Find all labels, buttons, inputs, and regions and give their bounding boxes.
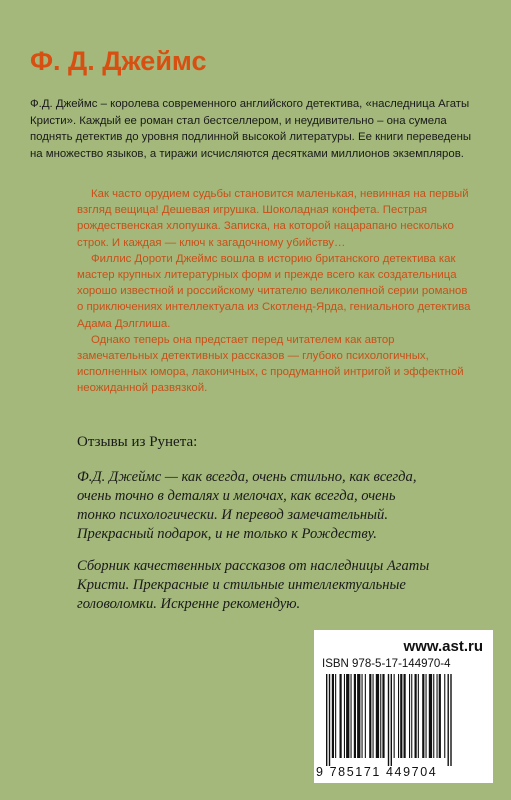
review-quote: Ф.Д. Джеймс — как всегда, очень стильно, как всегда, очень точно в деталях и мелочах, как всегда, очень тонко психологически. И перевод замечательный. Прекрасный подарок, и не только к Рождеству. — [77, 469, 417, 542]
blurb-paragraph: Как часто орудием судьбы становится маленькая, невинная на первый взгляд вещица! Дешевая игрушка. Шоколадная конфета. Пестрая рождественская хлопушка. Записка, на которой нацарапано несколько строк. И каждая — ключ к загадочному убийству… — [77, 188, 469, 249]
barcode-stripe — [398, 674, 399, 758]
blurb-paragraph: Однако теперь она предстает перед читателем как автор замечательных детективных рассказов — глубоко психологичных, исполненных юмора, лаконичных, с продуманной интригой и эффектной неожиданной развязкой. — [77, 333, 464, 395]
barcode-stripe — [439, 674, 441, 758]
barcode-stripe — [326, 674, 327, 766]
barcode-stripe — [382, 674, 384, 758]
barcode-stripe — [354, 674, 356, 758]
barcode-stripe — [391, 674, 392, 766]
author-name: Ф. Д. Джеймс — [30, 46, 207, 76]
barcode-stripe — [329, 674, 330, 766]
barcode-stripe — [362, 674, 363, 758]
barcode-stripe — [332, 674, 334, 758]
barcode-stripe — [351, 674, 352, 758]
barcode-stripe — [418, 674, 419, 758]
barcode-stripe — [400, 674, 402, 758]
barcode-stripe — [394, 674, 395, 758]
barcode-stripe — [433, 674, 434, 758]
barcode-stripe — [437, 674, 438, 758]
barcode-stripe — [444, 674, 445, 758]
barcode-stripe — [429, 674, 432, 758]
barcode-stripe — [380, 674, 381, 758]
barcode-stripe — [373, 674, 374, 758]
barcode-stripe — [411, 674, 412, 758]
barcode-stripe — [422, 674, 424, 758]
barcode-stripe — [335, 674, 336, 758]
barcode-stripe — [369, 674, 371, 758]
blurb-paragraph: Филлис Дороти Джеймс вошла в историю британского детектива как мастер крупных литературных форм и прежде всего как создательница хорошо известной и российскому читателю великолепной серии романов о приключениях интеллектуала из Скотленд-Ярда, гениального детектива Адама Дэлглиша. — [77, 252, 471, 330]
barcode-stripe — [409, 674, 410, 758]
author-bio: Ф.Д. Джеймс – королева современного английского детектива, «наследница Агаты Кристи». Каждый ее роман стал бестселлером, и неудивительно – она сумела поднять детектив до уровня подлинной высокой литературы. Ее книги переведены на множество языков, а тиражи исчисляются десятками миллионов экземпляров. — [30, 98, 472, 160]
barcode-stripe — [415, 674, 417, 758]
isbn-label: ISBN 978-5-17-144970-4 — [322, 658, 451, 670]
barcode-stripe — [357, 674, 360, 758]
barcode-stripe — [450, 674, 451, 766]
barcode-stripe — [344, 674, 345, 758]
barcode-stripe — [448, 674, 449, 766]
barcode-stripe — [404, 674, 406, 758]
barcode-stripe — [376, 674, 379, 758]
barcode-panel — [314, 630, 493, 783]
review-quote: Сборник качественных рассказов от наследницы Агаты Кристи. Прекрасные и стильные интеллектуальные головоломки. Искренне рекомендую. — [77, 558, 430, 612]
publisher-site: www.ast.ru — [403, 638, 483, 655]
barcode-digits: 9 785171 449704 — [316, 765, 438, 779]
barcode-stripe — [340, 674, 342, 758]
barcode-stripe — [346, 674, 349, 758]
reviews-heading: Отзывы из Рунета: — [77, 434, 198, 450]
barcode-bars — [322, 674, 485, 766]
barcode-stripe — [426, 674, 427, 758]
barcode-stripe — [365, 674, 366, 758]
barcode-stripe — [388, 674, 389, 766]
blurb — [77, 186, 472, 397]
